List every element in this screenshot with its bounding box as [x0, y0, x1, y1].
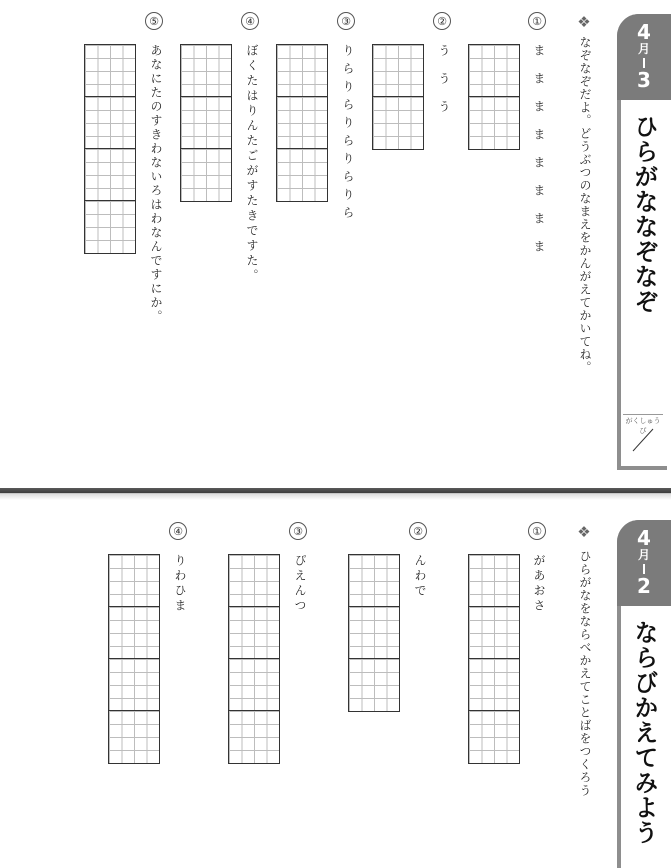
- answer-cell[interactable]: [181, 149, 231, 201]
- question-text: ううう: [437, 44, 451, 128]
- page-divider: [0, 488, 671, 500]
- question-number: ②: [433, 12, 451, 30]
- answer-grid[interactable]: [468, 554, 520, 764]
- question-number: ⑤: [145, 12, 163, 30]
- badge-dash: [643, 564, 645, 574]
- page-title: ならびかえてみよう: [630, 620, 658, 845]
- question-number: ④: [169, 522, 187, 540]
- answer-cell[interactable]: [109, 659, 159, 711]
- sidebar: [617, 14, 667, 470]
- answer-cell[interactable]: [373, 45, 423, 97]
- instruction-text: ひらがなをならべかえてことばをつくろう: [578, 550, 592, 797]
- date-badge: [617, 14, 671, 100]
- sidebar: [617, 520, 667, 868]
- question-text: りわひま: [173, 554, 187, 614]
- answer-cell[interactable]: [349, 659, 399, 711]
- answer-cell[interactable]: [469, 555, 519, 607]
- question-number: ①: [528, 522, 546, 540]
- answer-cell[interactable]: [469, 45, 519, 97]
- answer-grid[interactable]: [180, 44, 232, 202]
- worksheet-4-2: [0, 500, 671, 868]
- answer-cell[interactable]: [85, 149, 135, 201]
- answer-grid[interactable]: [276, 44, 328, 202]
- question-number: ③: [337, 12, 355, 30]
- answer-cell[interactable]: [349, 607, 399, 659]
- badge-dash: [643, 58, 645, 68]
- diamond-icon: ❖: [577, 523, 591, 541]
- badge-month-label: 月: [637, 548, 650, 562]
- question-text: んわで: [413, 554, 427, 599]
- answer-cell[interactable]: [229, 711, 279, 763]
- answer-cell[interactable]: [349, 555, 399, 607]
- question-text: ぼくたはりんたごがすたきですた。: [245, 44, 259, 284]
- study-date-box[interactable]: [623, 414, 663, 459]
- answer-cell[interactable]: [277, 45, 327, 97]
- question-text: あなにたのすきわないろはわなんですにか。: [149, 44, 163, 324]
- question-text: があおさ: [532, 554, 546, 614]
- date-badge: [617, 520, 671, 606]
- answer-cell[interactable]: [469, 607, 519, 659]
- answer-cell[interactable]: [109, 555, 159, 607]
- badge-month-number: 4: [637, 526, 651, 550]
- page-title: ひらがななぞなぞ: [630, 114, 658, 314]
- slash-icon: [631, 427, 655, 453]
- answer-cell[interactable]: [229, 555, 279, 607]
- answer-grid[interactable]: [468, 44, 520, 150]
- question-number: ①: [528, 12, 546, 30]
- answer-grid[interactable]: [228, 554, 280, 764]
- answer-cell[interactable]: [109, 607, 159, 659]
- instruction-text: なぞなぞだよ。どうぶつのなまえをかんがえてかいてね。: [578, 36, 592, 374]
- answer-grid[interactable]: [372, 44, 424, 150]
- answer-cell[interactable]: [229, 659, 279, 711]
- answer-cell[interactable]: [85, 45, 135, 97]
- answer-cell[interactable]: [181, 45, 231, 97]
- answer-cell[interactable]: [373, 97, 423, 149]
- question-number: ④: [241, 12, 259, 30]
- answer-cell[interactable]: [181, 97, 231, 149]
- badge-month-number: 4: [637, 20, 651, 44]
- answer-cell[interactable]: [469, 97, 519, 149]
- badge-month-label: 月: [637, 42, 650, 56]
- answer-grid[interactable]: [108, 554, 160, 764]
- question-text: りらりらりらりらりら: [341, 44, 355, 224]
- badge-day-number: 2: [637, 574, 651, 598]
- badge-day-number: 3: [637, 68, 651, 92]
- answer-cell[interactable]: [85, 201, 135, 253]
- question-text: まままままままま: [532, 44, 546, 268]
- question-text: ぴえんつ: [293, 554, 307, 614]
- question-number: ②: [409, 522, 427, 540]
- answer-cell[interactable]: [109, 711, 159, 763]
- answer-cell[interactable]: [469, 659, 519, 711]
- answer-grid[interactable]: [84, 44, 136, 254]
- answer-cell[interactable]: [85, 97, 135, 149]
- answer-grid[interactable]: [348, 554, 400, 712]
- diamond-icon: ❖: [577, 13, 591, 31]
- study-date-label: がくしゅうび: [625, 417, 661, 435]
- answer-cell[interactable]: [229, 607, 279, 659]
- question-number: ③: [289, 522, 307, 540]
- answer-cell[interactable]: [277, 149, 327, 201]
- answer-cell[interactable]: [469, 711, 519, 763]
- answer-cell[interactable]: [277, 97, 327, 149]
